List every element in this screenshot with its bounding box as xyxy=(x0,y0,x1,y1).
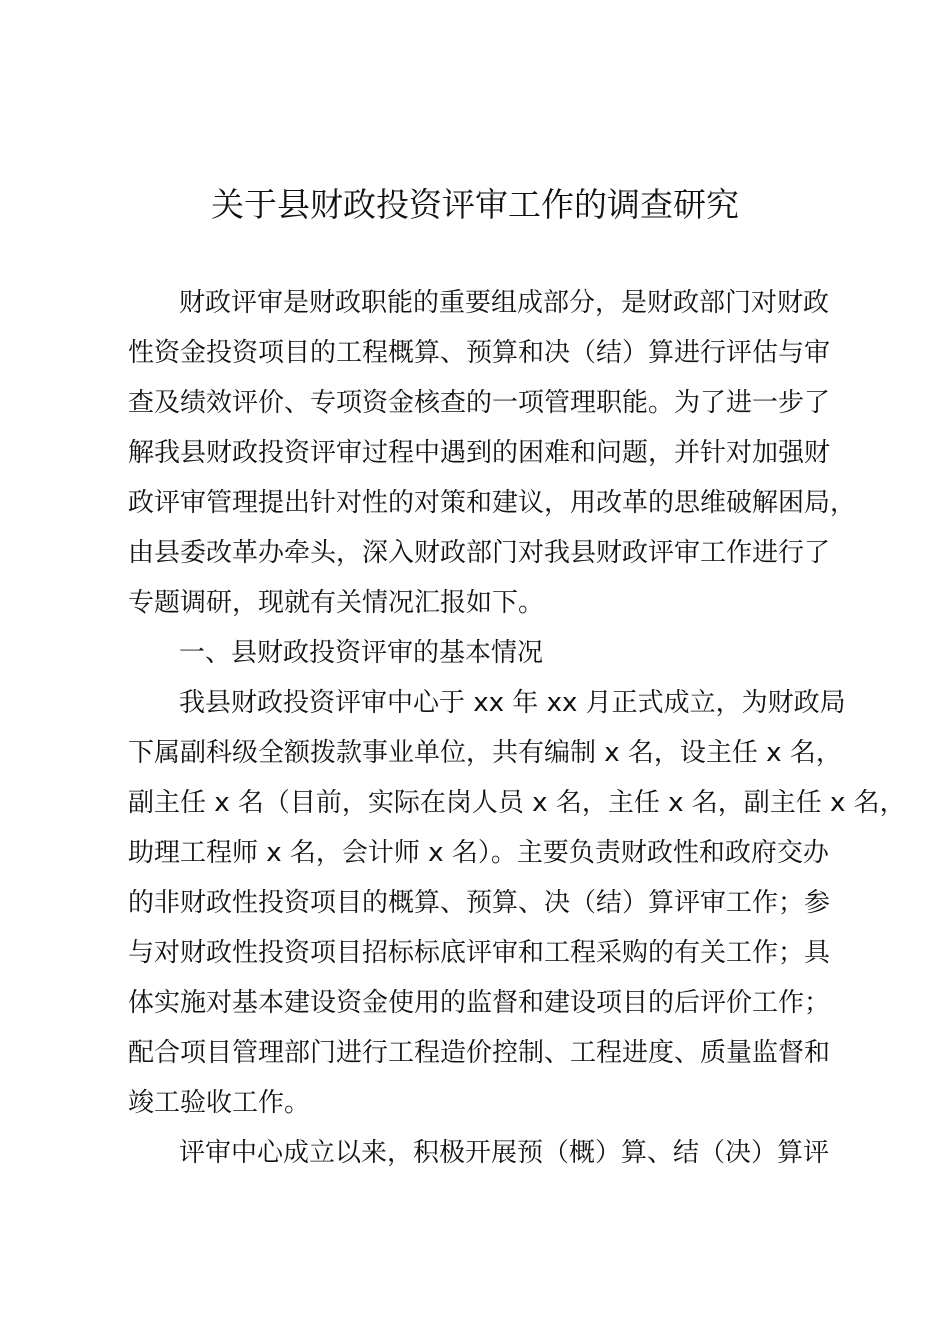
paragraph-line: 与对财政性投资项目招标标底评审和工程采购的有关工作；具 xyxy=(128,938,831,968)
paragraph-line: 性资金投资项目的工程概算、预算和决（结）算进行评估与审 xyxy=(128,338,831,368)
document-title: 关于县财政投资评审工作的调查研究 xyxy=(211,185,739,224)
paragraph-line: 评审中心成立以来，积极开展预（概）算、结（决）算评 xyxy=(179,1138,830,1168)
paragraph-line: 体实施对基本建设资金使用的监督和建设项目的后评价工作； xyxy=(128,988,831,1018)
paragraph-line: 助理工程师 x 名，会计师 x 名）。主要负责财政性和政府交办 xyxy=(128,838,829,868)
section-heading: 一、县财政投资评审的基本情况 xyxy=(179,638,544,668)
paragraph-line: 查及绩效评价、专项资金核查的一项管理职能。为了进一步了 xyxy=(128,388,831,418)
paragraph-line: 竣工验收工作。 xyxy=(128,1088,311,1118)
paragraph-line: 我县财政投资评审中心于 xx 年 xx 月正式成立，为财政局 xyxy=(179,688,846,718)
paragraph-line: 配合项目管理部门进行工程造价控制、工程进度、质量监督和 xyxy=(128,1038,831,1068)
paragraph-line: 副主任 x 名（目前，实际在岗人员 x 名，主任 x 名，副主任 x 名， xyxy=(128,788,906,818)
paragraph-line: 专题调研，现就有关情况汇报如下。 xyxy=(128,588,545,618)
paragraph-line: 财政评审是财政职能的重要组成部分，是财政部门对财政 xyxy=(179,288,830,318)
paragraph-line: 解我县财政投资评审过程中遇到的困难和问题，并针对加强财 xyxy=(128,438,831,468)
paragraph-line: 的非财政性投资项目的概算、预算、决（结）算评审工作；参 xyxy=(128,888,831,918)
paragraph-line: 由县委改革办牵头，深入财政部门对我县财政评审工作进行了 xyxy=(128,538,831,568)
paragraph-line: 下属副科级全额拨款事业单位，共有编制 x 名，设主任 x 名， xyxy=(128,738,842,768)
paragraph-line: 政评审管理提出针对性的对策和建议，用改革的思维破解困局， xyxy=(128,488,857,518)
